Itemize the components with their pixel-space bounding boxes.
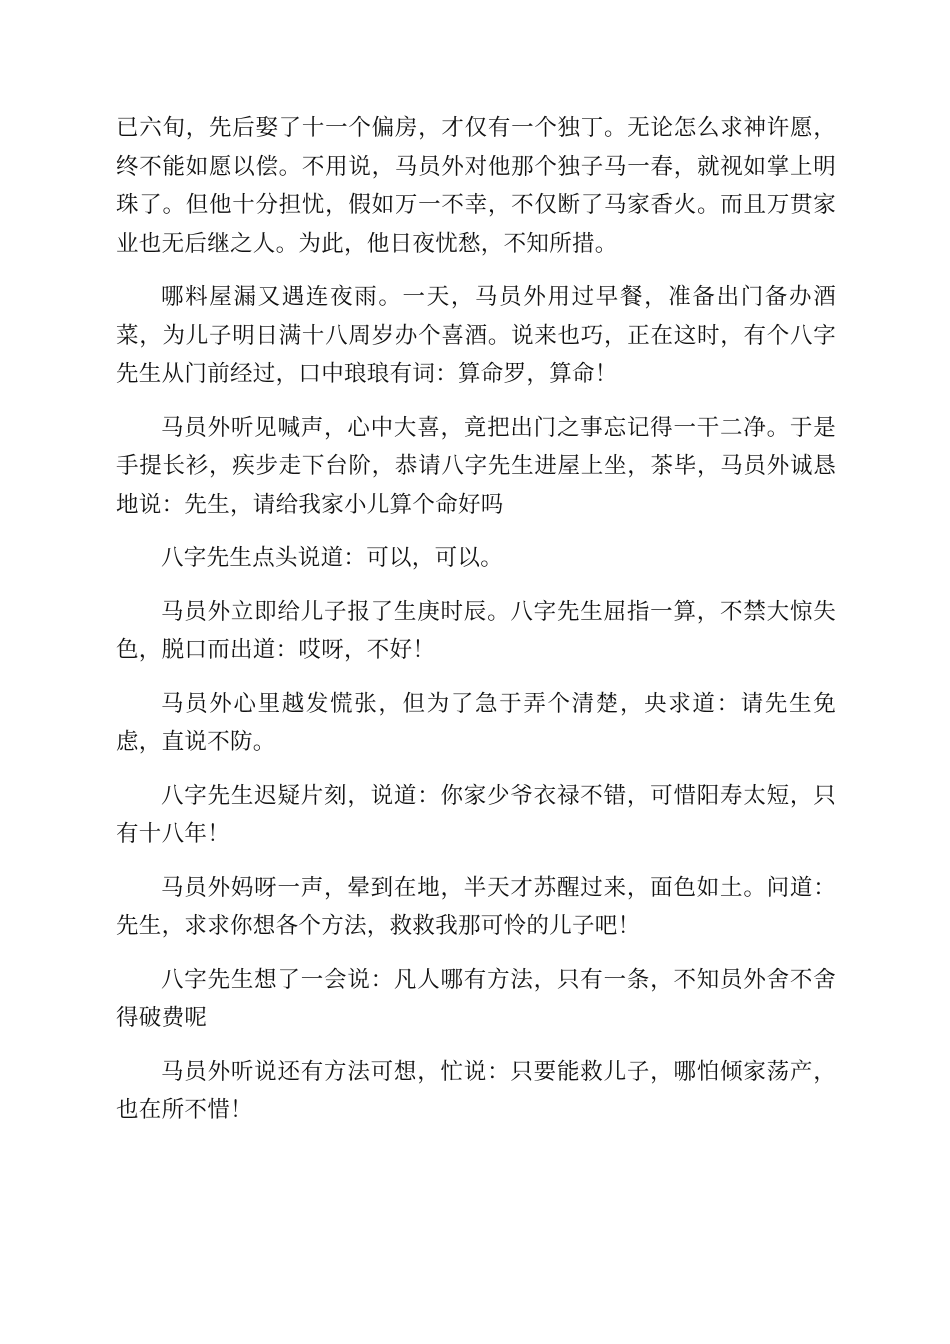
paragraph-5: 马员外立即给儿子报了生庚时辰。八字先生屈指一算，不禁大惊失色，脱口而出道：哎呀，不好！ [116,598,836,663]
paragraph-7: 八字先生迟疑片刻，说道：你家少爷衣禄不错，可惜阳寿太短，只有十八年！ [116,782,836,847]
paragraph-1: 已六旬，先后娶了十一个偏房，才仅有一个独丁。无论怎么求神许愿，终不能如愿以偿。不用说，马员外对他那个独子马一春，就视如掌上明珠了。但他十分担忧，假如万一不幸，不仅断了马家香火。而且万贯家业也无后继之人。为此，他日夜忧愁，不知所措。 [116,115,836,257]
paragraph-3: 马员外听见喊声，心中大喜，竟把出门之事忘记得一干二净。于是手提长衫，疾步走下台阶，恭请八字先生进屋上坐，茶毕，马员外诚恳地说：先生，请给我家小儿算个命好吗 [116,414,836,518]
paragraph-8: 马员外妈呀一声，晕到在地，半天才苏醒过来，面色如土。问道：先生，求求你想各个方法，救救我那可怜的儿子吧！ [116,874,836,939]
paragraph-9: 八字先生想了一会说：凡人哪有方法，只有一条，不知员外舍不舍得破费呢 [116,966,836,1031]
paragraph-6: 马员外心里越发慌张，但为了急于弄个清楚，央求道：请先生免虑，直说不防。 [116,690,836,755]
paragraph-4: 八字先生点头说道：可以，可以。 [161,545,504,571]
document-body [116,109,836,1145]
paragraph-2: 哪料屋漏又遇连夜雨。一天，马员外用过早餐，准备出门备办酒菜，为儿子明日满十八周岁办个喜酒。说来也巧，正在这时，有个八字先生从门前经过，口中琅琅有词：算命罗，算命！ [116,284,836,387]
paragraph-10: 马员外听说还有方法可想，忙说：只要能救儿子，哪怕倾家荡产，也在所不惜！ [116,1058,836,1123]
